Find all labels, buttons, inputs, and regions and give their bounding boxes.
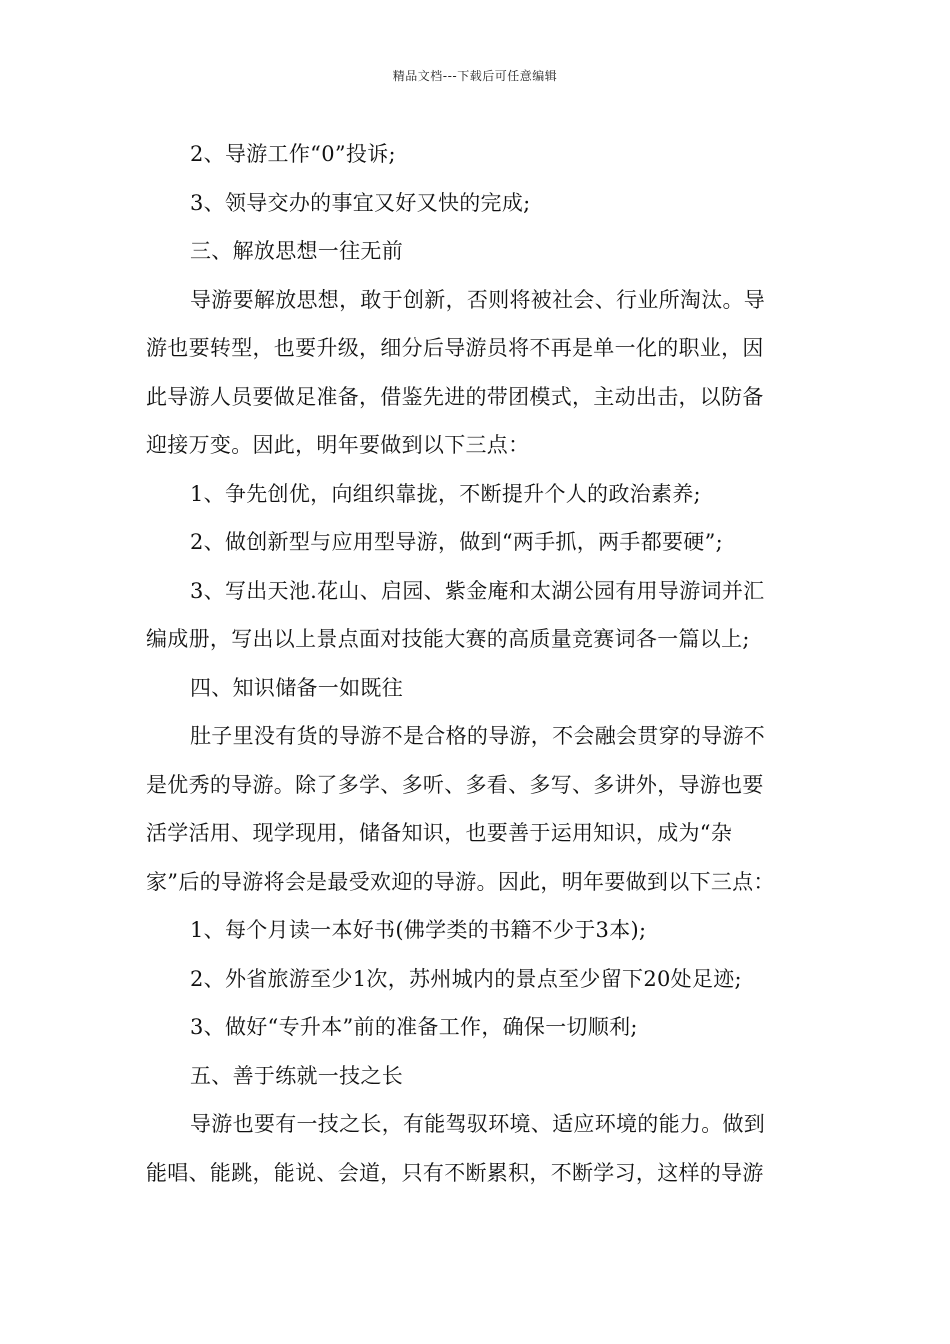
- paragraph-line: 能唱、能跳，能说、会道，只有不断累积，不断学习，这样的导游: [146, 1160, 764, 1185]
- paragraph-line: 编成册，写出以上景点面对技能大赛的高质量竞赛词各一篇以上;: [146, 627, 750, 651]
- paragraph-line: 此导游人员要做足准备，借鉴先进的带团模式，主动出击，以防备: [146, 384, 764, 409]
- paragraph-line: 是优秀的导游。除了多学、多听、多看、多写、多讲外，导游也要: [146, 772, 764, 797]
- paragraph-line: 家”后的导游将会是最受欢迎的导游。因此，明年要做到以下三点：: [146, 869, 775, 894]
- section-heading: 三、解放思想一往无前: [190, 239, 403, 263]
- paragraph-line: 2、做创新型与应用型导游，做到“两手抓，两手都要硬”;: [190, 530, 724, 554]
- paragraph-line: 1、争先创优，向组织靠拢，不断提升个人的政治素养;: [190, 481, 701, 506]
- paragraph-line: 游也要转型，也要升级，细分后导游员将不再是单一化的职业，因: [146, 336, 764, 360]
- paragraph-line: 肚子里没有货的导游不是合格的导游，不会融会贯穿的导游不: [190, 724, 766, 748]
- page-header: 精品文档---下载后可任意编辑: [392, 69, 558, 83]
- paragraph-line: 3、写出天池.花山、启园、紫金庵和太湖公园有用导游词并汇: [190, 578, 765, 603]
- section-heading: 五、善于练就一技之长: [190, 1063, 403, 1088]
- paragraph-line: 3、领导交办的事宜又好又快的完成;: [190, 190, 531, 215]
- section-heading: 四、知识储备一如既往: [190, 675, 403, 700]
- paragraph-line: 2、导游工作“0”投诉;: [190, 142, 396, 166]
- paragraph-line: 导游也要有一技之长，有能驾驭环境、适应环境的能力。做到: [190, 1112, 766, 1136]
- document-body: [146, 130, 808, 1197]
- paragraph-line: 导游要解放思想，敢于创新，否则将被社会、行业所淘汰。导: [190, 287, 766, 312]
- paragraph-line: 迎接万变。因此，明年要做到以下三点：: [146, 433, 530, 457]
- paragraph-line: 2、外省旅游至少1次，苏州城内的景点至少留下20处足迹;: [190, 966, 742, 991]
- paragraph-line: 1、每个月读一本好书(佛学类的书籍不少于3本);: [190, 918, 647, 942]
- paragraph-line: 活学活用、现学现用，储备知识，也要善于运用知识，成为“杂: [146, 821, 733, 845]
- paragraph-line: 3、做好“专升本”前的准备工作，确保一切顺利;: [190, 1015, 638, 1039]
